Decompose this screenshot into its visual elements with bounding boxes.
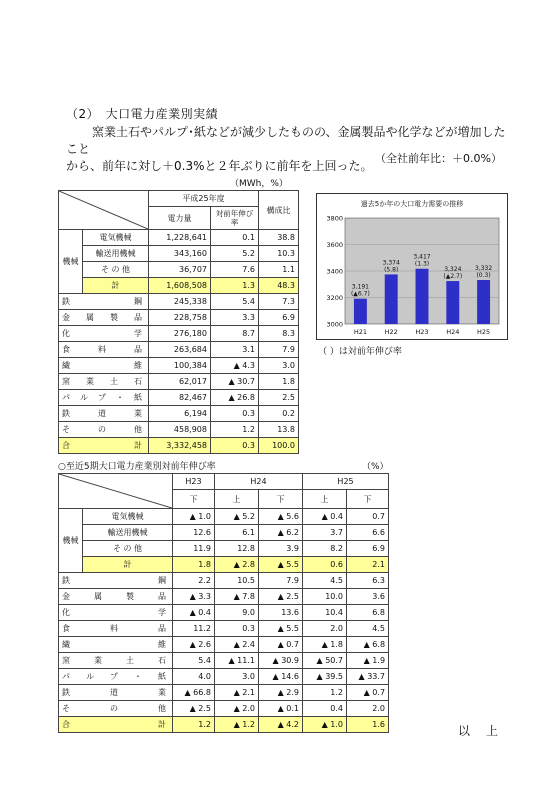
x-tick-label: H21 bbox=[353, 328, 367, 336]
growth-cell: ▲ 1.9 bbox=[347, 653, 389, 669]
amount-cell: 62,017 bbox=[149, 374, 211, 390]
yoy-cell: 5.4 bbox=[211, 294, 259, 310]
growth-cell: ▲ 2.1 bbox=[215, 685, 259, 701]
growth-cell: 6.1 bbox=[215, 525, 259, 541]
table-row bbox=[59, 438, 299, 454]
bar bbox=[446, 281, 459, 324]
yoy-cell: ▲ 26.8 bbox=[211, 390, 259, 406]
growth-cell: 1.8 bbox=[173, 557, 215, 573]
row-label: その他 bbox=[59, 422, 149, 438]
share-cell: 48.3 bbox=[259, 278, 299, 294]
growth-cell: ▲ 1.0 bbox=[173, 509, 215, 525]
group-label: 機械 bbox=[59, 230, 83, 294]
growth-cell: 4.5 bbox=[347, 621, 389, 637]
table-row bbox=[59, 262, 299, 278]
chart-caption: （ ）は対前年伸び率 bbox=[318, 347, 402, 357]
growth-cell: ▲ 2.8 bbox=[215, 557, 259, 573]
row-label: 合計 bbox=[59, 438, 149, 454]
growth-cell: 10.4 bbox=[303, 605, 347, 621]
growth-cell: 2.2 bbox=[173, 573, 215, 589]
growth-cell: ▲ 5.5 bbox=[259, 621, 303, 637]
growth-cell: 0.3 bbox=[215, 621, 259, 637]
share-cell: 0.2 bbox=[259, 406, 299, 422]
growth-cell: 1.2 bbox=[303, 685, 347, 701]
row-label: 鉄鋼 bbox=[59, 294, 149, 310]
row-label: 合計 bbox=[59, 717, 173, 733]
share-cell: 38.8 bbox=[259, 230, 299, 246]
growth-cell: 6.3 bbox=[347, 573, 389, 589]
growth-cell: ▲ 66.8 bbox=[173, 685, 215, 701]
growth-cell: 6.9 bbox=[347, 541, 389, 557]
header-amount: 電力量 bbox=[149, 207, 211, 230]
x-tick-label: H25 bbox=[477, 328, 491, 336]
year-h24: H24 bbox=[215, 474, 303, 490]
growth-cell: 10.5 bbox=[215, 573, 259, 589]
growth-cell: 0.7 bbox=[347, 509, 389, 525]
amount-cell: 458,908 bbox=[149, 422, 211, 438]
row-label: 輸送用機械 bbox=[83, 246, 149, 262]
bar-value-label: 3,417 bbox=[413, 253, 431, 261]
bar-value-label: 3,332 bbox=[475, 265, 493, 273]
bar-growth-label: (▲6.7) bbox=[350, 290, 370, 298]
yoy-cell: ▲ 30.7 bbox=[211, 374, 259, 390]
row-label: 食料品 bbox=[59, 342, 149, 358]
share-cell: 6.9 bbox=[259, 310, 299, 326]
row-label: 輸送用機械 bbox=[83, 525, 173, 541]
half-label: 下 bbox=[173, 490, 215, 509]
growth-cell: 1.2 bbox=[173, 717, 215, 733]
row-label: 窯業土石 bbox=[59, 374, 149, 390]
half-label: 上 bbox=[215, 490, 259, 509]
header-yoy: 対前年伸び率 bbox=[211, 207, 259, 230]
growth-cell: 11.2 bbox=[173, 621, 215, 637]
table1-unit: （MWh，%） bbox=[230, 179, 288, 189]
growth-cell: 3.9 bbox=[259, 541, 303, 557]
y-tick-label: 3800 bbox=[326, 214, 343, 223]
share-cell: 7.3 bbox=[259, 294, 299, 310]
yoy-cell: 3.3 bbox=[211, 310, 259, 326]
table-row bbox=[59, 509, 389, 525]
growth-cell: 3.6 bbox=[347, 589, 389, 605]
x-tick-label: H22 bbox=[384, 328, 398, 336]
company-total-note: （全社前年比：＋0.0%） bbox=[375, 152, 502, 165]
row-label: パルプ・紙 bbox=[59, 390, 149, 406]
table-row bbox=[59, 342, 299, 358]
header-corner bbox=[59, 191, 149, 230]
share-cell: 1.1 bbox=[259, 262, 299, 278]
table-row bbox=[59, 358, 299, 374]
table-row bbox=[59, 390, 299, 406]
growth-cell: 2.1 bbox=[347, 557, 389, 573]
demand-trend-chart bbox=[316, 193, 508, 340]
bar-growth-label: (1.3) bbox=[414, 260, 430, 268]
share-cell: 3.0 bbox=[259, 358, 299, 374]
amount-cell: 343,160 bbox=[149, 246, 211, 262]
row-label: パルプ・紙 bbox=[59, 669, 173, 685]
table-row bbox=[59, 310, 299, 326]
table-row bbox=[59, 406, 299, 422]
row-label: そ の 他 bbox=[83, 541, 173, 557]
growth-cell: ▲ 30.9 bbox=[259, 653, 303, 669]
bar-value-label: 3,324 bbox=[444, 266, 462, 274]
bar-growth-label: (0.3) bbox=[476, 272, 491, 280]
bar bbox=[477, 280, 490, 324]
row-label: 計 bbox=[83, 557, 173, 573]
table-row bbox=[59, 573, 389, 589]
table1-header-row-1 bbox=[59, 191, 299, 207]
growth-cell: ▲ 6.8 bbox=[347, 637, 389, 653]
growth-cell: ▲ 0.7 bbox=[347, 685, 389, 701]
chart-title: 過去5か年の大口電力需要の推移 bbox=[360, 200, 464, 208]
amount-cell: 1,608,508 bbox=[149, 278, 211, 294]
group-label: 機械 bbox=[59, 509, 83, 573]
header-corner bbox=[59, 474, 173, 509]
row-label: 食料品 bbox=[59, 621, 173, 637]
amount-cell: 100,384 bbox=[149, 358, 211, 374]
bar-value-label: 3,374 bbox=[382, 259, 400, 267]
bar-growth-label: (▲2.7) bbox=[443, 273, 463, 281]
growth-cell: ▲ 4.2 bbox=[259, 717, 303, 733]
yoy-cell: 8.7 bbox=[211, 326, 259, 342]
yoy-cell: 1.3 bbox=[211, 278, 259, 294]
row-label: 化学 bbox=[59, 605, 173, 621]
yoy-cell: 1.2 bbox=[211, 422, 259, 438]
amount-cell: 228,758 bbox=[149, 310, 211, 326]
growth-cell: ▲ 39.5 bbox=[303, 669, 347, 685]
row-label: 化学 bbox=[59, 326, 149, 342]
row-label: 電気機械 bbox=[83, 230, 149, 246]
growth-cell: 2.0 bbox=[347, 701, 389, 717]
growth-rate-table bbox=[58, 473, 389, 733]
table-row bbox=[59, 294, 299, 310]
table-row bbox=[59, 525, 389, 541]
growth-cell: ▲ 5.6 bbox=[259, 509, 303, 525]
growth-cell: ▲ 2.6 bbox=[173, 637, 215, 653]
section-heading: （2） 大口電力産業別実績 bbox=[66, 107, 219, 121]
x-tick-label: H24 bbox=[446, 328, 460, 336]
growth-cell: 0.6 bbox=[303, 557, 347, 573]
table-row bbox=[59, 326, 299, 342]
table-row bbox=[59, 701, 389, 717]
share-cell: 10.3 bbox=[259, 246, 299, 262]
table-row bbox=[59, 621, 389, 637]
industry-performance-table bbox=[58, 190, 299, 454]
x-tick-label: H23 bbox=[415, 328, 429, 336]
share-cell: 100.0 bbox=[259, 438, 299, 454]
amount-cell: 263,684 bbox=[149, 342, 211, 358]
row-label: 繊維 bbox=[59, 637, 173, 653]
bar bbox=[354, 299, 367, 324]
growth-cell: 12.8 bbox=[215, 541, 259, 557]
growth-cell: 9.0 bbox=[215, 605, 259, 621]
growth-cell: 4.0 bbox=[173, 669, 215, 685]
half-label: 下 bbox=[259, 490, 303, 509]
demand-trend-svg bbox=[317, 194, 507, 339]
growth-cell: ▲ 5.5 bbox=[259, 557, 303, 573]
share-cell: 1.8 bbox=[259, 374, 299, 390]
share-cell: 7.9 bbox=[259, 342, 299, 358]
growth-cell: 6.6 bbox=[347, 525, 389, 541]
amount-cell: 1,228,641 bbox=[149, 230, 211, 246]
row-label: 繊維 bbox=[59, 358, 149, 374]
growth-cell: 6.8 bbox=[347, 605, 389, 621]
table2-title: ○至近5期大口電力産業別対前年伸び率 bbox=[58, 462, 216, 472]
table-row bbox=[59, 589, 389, 605]
growth-cell: ▲ 33.7 bbox=[347, 669, 389, 685]
yoy-cell: 7.6 bbox=[211, 262, 259, 278]
growth-cell: ▲ 0.7 bbox=[259, 637, 303, 653]
header-share: 構成比 bbox=[259, 191, 299, 230]
growth-cell: ▲ 50.7 bbox=[303, 653, 347, 669]
row-label: 鉄道業 bbox=[59, 406, 149, 422]
growth-cell: ▲ 3.3 bbox=[173, 589, 215, 605]
amount-cell: 245,338 bbox=[149, 294, 211, 310]
table-row bbox=[59, 685, 389, 701]
growth-cell: 1.6 bbox=[347, 717, 389, 733]
amount-cell: 6,194 bbox=[149, 406, 211, 422]
growth-cell: 10.0 bbox=[303, 589, 347, 605]
growth-cell: 13.6 bbox=[259, 605, 303, 621]
table-row bbox=[59, 653, 389, 669]
growth-cell: ▲ 2.4 bbox=[215, 637, 259, 653]
table-row bbox=[59, 230, 299, 246]
table-row bbox=[59, 669, 389, 685]
amount-cell: 82,467 bbox=[149, 390, 211, 406]
table-row bbox=[59, 246, 299, 262]
half-label: 上 bbox=[303, 490, 347, 509]
row-label: そ の 他 bbox=[83, 262, 149, 278]
growth-cell: ▲ 2.5 bbox=[259, 589, 303, 605]
share-cell: 8.3 bbox=[259, 326, 299, 342]
growth-cell: ▲ 0.4 bbox=[173, 605, 215, 621]
growth-cell: 0.4 bbox=[303, 701, 347, 717]
row-label: 鉄道業 bbox=[59, 685, 173, 701]
amount-cell: 36,707 bbox=[149, 262, 211, 278]
growth-cell: ▲ 6.2 bbox=[259, 525, 303, 541]
header-year: 平成25年度 bbox=[149, 191, 259, 207]
year-h25: H25 bbox=[303, 474, 389, 490]
bar-value-label: 3,191 bbox=[351, 283, 369, 291]
paragraph-line-2: から、前年に対し＋0.3%と２年ぶりに前年を上回った。 bbox=[66, 159, 373, 173]
growth-cell: ▲ 7.8 bbox=[215, 589, 259, 605]
growth-cell: 3.7 bbox=[303, 525, 347, 541]
row-label: 金属製品 bbox=[59, 310, 149, 326]
growth-cell: ▲ 1.0 bbox=[303, 717, 347, 733]
y-tick-label: 3200 bbox=[326, 294, 343, 302]
row-label: 計 bbox=[83, 278, 149, 294]
table-row bbox=[59, 541, 389, 557]
paragraph-line-1: 窯業土石やパルプ･紙などが減少したものの、金属製品や化学などが増加したこと bbox=[66, 125, 506, 156]
growth-cell: ▲ 2.9 bbox=[259, 685, 303, 701]
growth-cell: 4.5 bbox=[303, 573, 347, 589]
bar bbox=[416, 269, 429, 324]
share-cell: 2.5 bbox=[259, 390, 299, 406]
share-cell: 13.8 bbox=[259, 422, 299, 438]
yoy-cell: ▲ 4.3 bbox=[211, 358, 259, 374]
table2-unit: （%） bbox=[362, 462, 389, 472]
growth-cell: ▲ 2.5 bbox=[173, 701, 215, 717]
table-row bbox=[59, 637, 389, 653]
growth-cell: 7.9 bbox=[259, 573, 303, 589]
yoy-cell: 5.2 bbox=[211, 246, 259, 262]
bar-growth-label: (5.8) bbox=[384, 266, 399, 274]
growth-cell: 11.9 bbox=[173, 541, 215, 557]
y-tick-label: 3000 bbox=[326, 320, 343, 329]
amount-cell: 3,332,458 bbox=[149, 438, 211, 454]
y-tick-label: 3400 bbox=[326, 267, 343, 276]
growth-cell: ▲ 5.2 bbox=[215, 509, 259, 525]
half-label: 下 bbox=[347, 490, 389, 509]
growth-cell: 12.6 bbox=[173, 525, 215, 541]
amount-cell: 276,180 bbox=[149, 326, 211, 342]
row-label: その他 bbox=[59, 701, 173, 717]
table-row bbox=[59, 422, 299, 438]
growth-cell: ▲ 2.0 bbox=[215, 701, 259, 717]
row-label: 電気機械 bbox=[83, 509, 173, 525]
row-label: 鉄鋼 bbox=[59, 573, 173, 589]
growth-cell: 8.2 bbox=[303, 541, 347, 557]
row-label: 窯業土石 bbox=[59, 653, 173, 669]
yoy-cell: 3.1 bbox=[211, 342, 259, 358]
table-row bbox=[59, 717, 389, 733]
table2-header-row-1 bbox=[59, 474, 389, 490]
growth-cell: ▲ 11.1 bbox=[215, 653, 259, 669]
table-row bbox=[59, 557, 389, 573]
growth-cell: ▲ 1.8 bbox=[303, 637, 347, 653]
y-tick-label: 3600 bbox=[326, 241, 343, 249]
yoy-cell: 0.1 bbox=[211, 230, 259, 246]
table-row bbox=[59, 374, 299, 390]
bar bbox=[385, 274, 398, 324]
growth-cell: ▲ 14.6 bbox=[259, 669, 303, 685]
yoy-cell: 0.3 bbox=[211, 406, 259, 422]
table-row bbox=[59, 605, 389, 621]
end-marker: 以上 bbox=[458, 724, 515, 738]
year-h23: H23 bbox=[173, 474, 215, 490]
table-row bbox=[59, 278, 299, 294]
growth-cell: 2.0 bbox=[303, 621, 347, 637]
growth-cell: 3.0 bbox=[215, 669, 259, 685]
growth-cell: ▲ 0.1 bbox=[259, 701, 303, 717]
growth-cell: ▲ 0.4 bbox=[303, 509, 347, 525]
growth-cell: ▲ 1.2 bbox=[215, 717, 259, 733]
growth-cell: 5.4 bbox=[173, 653, 215, 669]
row-label: 金属製品 bbox=[59, 589, 173, 605]
yoy-cell: 0.3 bbox=[211, 438, 259, 454]
